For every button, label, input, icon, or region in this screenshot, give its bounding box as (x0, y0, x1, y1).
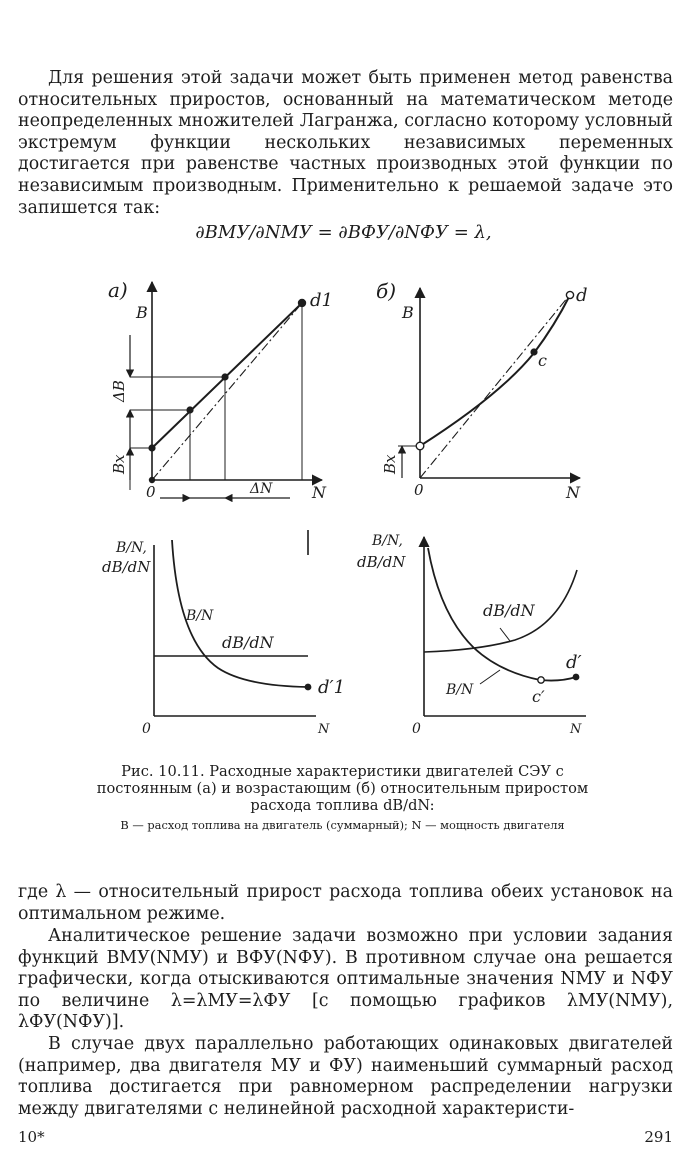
panel-a-point-d1: d1 (310, 290, 333, 311)
panel-b-lower-dbdn-label: dB/dN (483, 601, 535, 620)
panel-a-lower-axis-n: N (318, 722, 330, 737)
panel-a-lower-bn-label: B/N (186, 608, 214, 624)
panel-b-lower-point-d: d′ (566, 652, 582, 673)
panel-a (130, 282, 322, 498)
panel-a-lower-dbdn-label: dB/dN (222, 633, 274, 652)
panel-a-lower-axis-label-2: dB/dN (102, 558, 151, 576)
panel-a-dashdot-line (152, 303, 302, 480)
panel-b-dashdot-line (420, 297, 568, 478)
paragraph-intro: Для решения этой задачи может быть применен метод равенства относительных приростов, основанный на математическом методе неопределенных множителей Лагранжа, согласно которому условный экстремум функции нескольких независимых переменных достигается при равенстве частных производных этой функции по независимым производным. Применительно к решаемой задаче это запишется так: (18, 68, 673, 218)
panel-a-lower-axis-label-1: B/N, (116, 540, 147, 556)
paragraph-lambda: где λ — относительный прирост расхода топлива обеих установок на оптимальном режиме. (18, 882, 673, 924)
panel-b-lower-axis-n: N (570, 722, 582, 737)
panel-b-lower-bn-label: B/N (446, 682, 474, 698)
signature-mark: 10* (18, 1128, 45, 1146)
panel-b-origin: 0 (414, 481, 424, 499)
panel-a-label: а) (108, 278, 128, 302)
formula-lagrange: ∂BМУ/∂NМУ = ∂BФУ/∂NФУ = λ, (195, 222, 492, 243)
panel-a-delta-b: ΔB (110, 380, 128, 402)
panel-a-lower (154, 530, 316, 716)
figure-caption: Рис. 10.11. Расходные характеристики двигателей СЭУ с постоянным (а) и возрастающим (б) относительным приростом расхода топлива dB/dN: (96, 763, 589, 814)
panel-b-point-c: c (538, 351, 547, 370)
page-footer (18, 1128, 673, 1146)
panel-b-axis-n-label: N (566, 483, 580, 502)
panel-b-lower-axis-label-2: dB/dN (357, 553, 406, 571)
panel-b (398, 288, 580, 478)
panel-a-axis-n-label: N (312, 483, 326, 502)
panel-b-bx: Bx (381, 454, 399, 474)
panel-b-characteristic (420, 295, 570, 446)
panel-b-label: б) (376, 279, 397, 303)
panel-a-axis-b-label: B (136, 303, 148, 322)
panel-a-lower-point-d1: d′1 (318, 677, 346, 698)
panel-a-origin: 0 (146, 483, 156, 501)
panel-a-bx: Bx (110, 454, 128, 474)
panel-b-lower-point-c: c′ (532, 687, 545, 706)
panel-b-points (416, 291, 573, 449)
paragraph-analytic: Аналитическое решение задачи возможно при условии задания функций BМУ(NМУ) и BФУ(NФУ). В противном случае она решается графически, когда отыскиваются оптимальные значения NМУ и NФУ по величине λ=λМУ=λФУ [с помощью графиков λМУ(NМУ), λФУ(NФУ)]. (18, 926, 673, 1033)
panel-b-lower-dbdn-curve (424, 570, 577, 652)
panel-b-lower-bn-curve (428, 548, 576, 681)
panel-a-characteristic (152, 303, 302, 448)
paragraph-parallel: В случае двух параллельно работающих одинаковых двигателей (например, два двигателя МУ и ФУ) наименьший суммарный расход топлива достигается при равномерном распределении нагрузки между двигателями с нелинейной расходной характеристи- (18, 1034, 673, 1119)
panel-a-lower-bn-curve (172, 540, 308, 687)
panel-a-lower-origin: 0 (142, 721, 151, 737)
panel-b-lower-axis-label-1: B/N, (372, 533, 403, 549)
figure-caption-legend: B — расход топлива на двигатель (суммарный); N — мощность двигателя (120, 818, 565, 832)
panel-b-point-d: d (576, 285, 588, 306)
panel-b-axis-b-label: B (402, 303, 414, 322)
panel-a-delta-n: ΔN (250, 481, 273, 497)
page-number: 291 (644, 1128, 673, 1146)
panel-a-points (148, 299, 306, 483)
panel-b-lower (424, 537, 586, 716)
panel-b-lower-origin: 0 (412, 721, 421, 737)
